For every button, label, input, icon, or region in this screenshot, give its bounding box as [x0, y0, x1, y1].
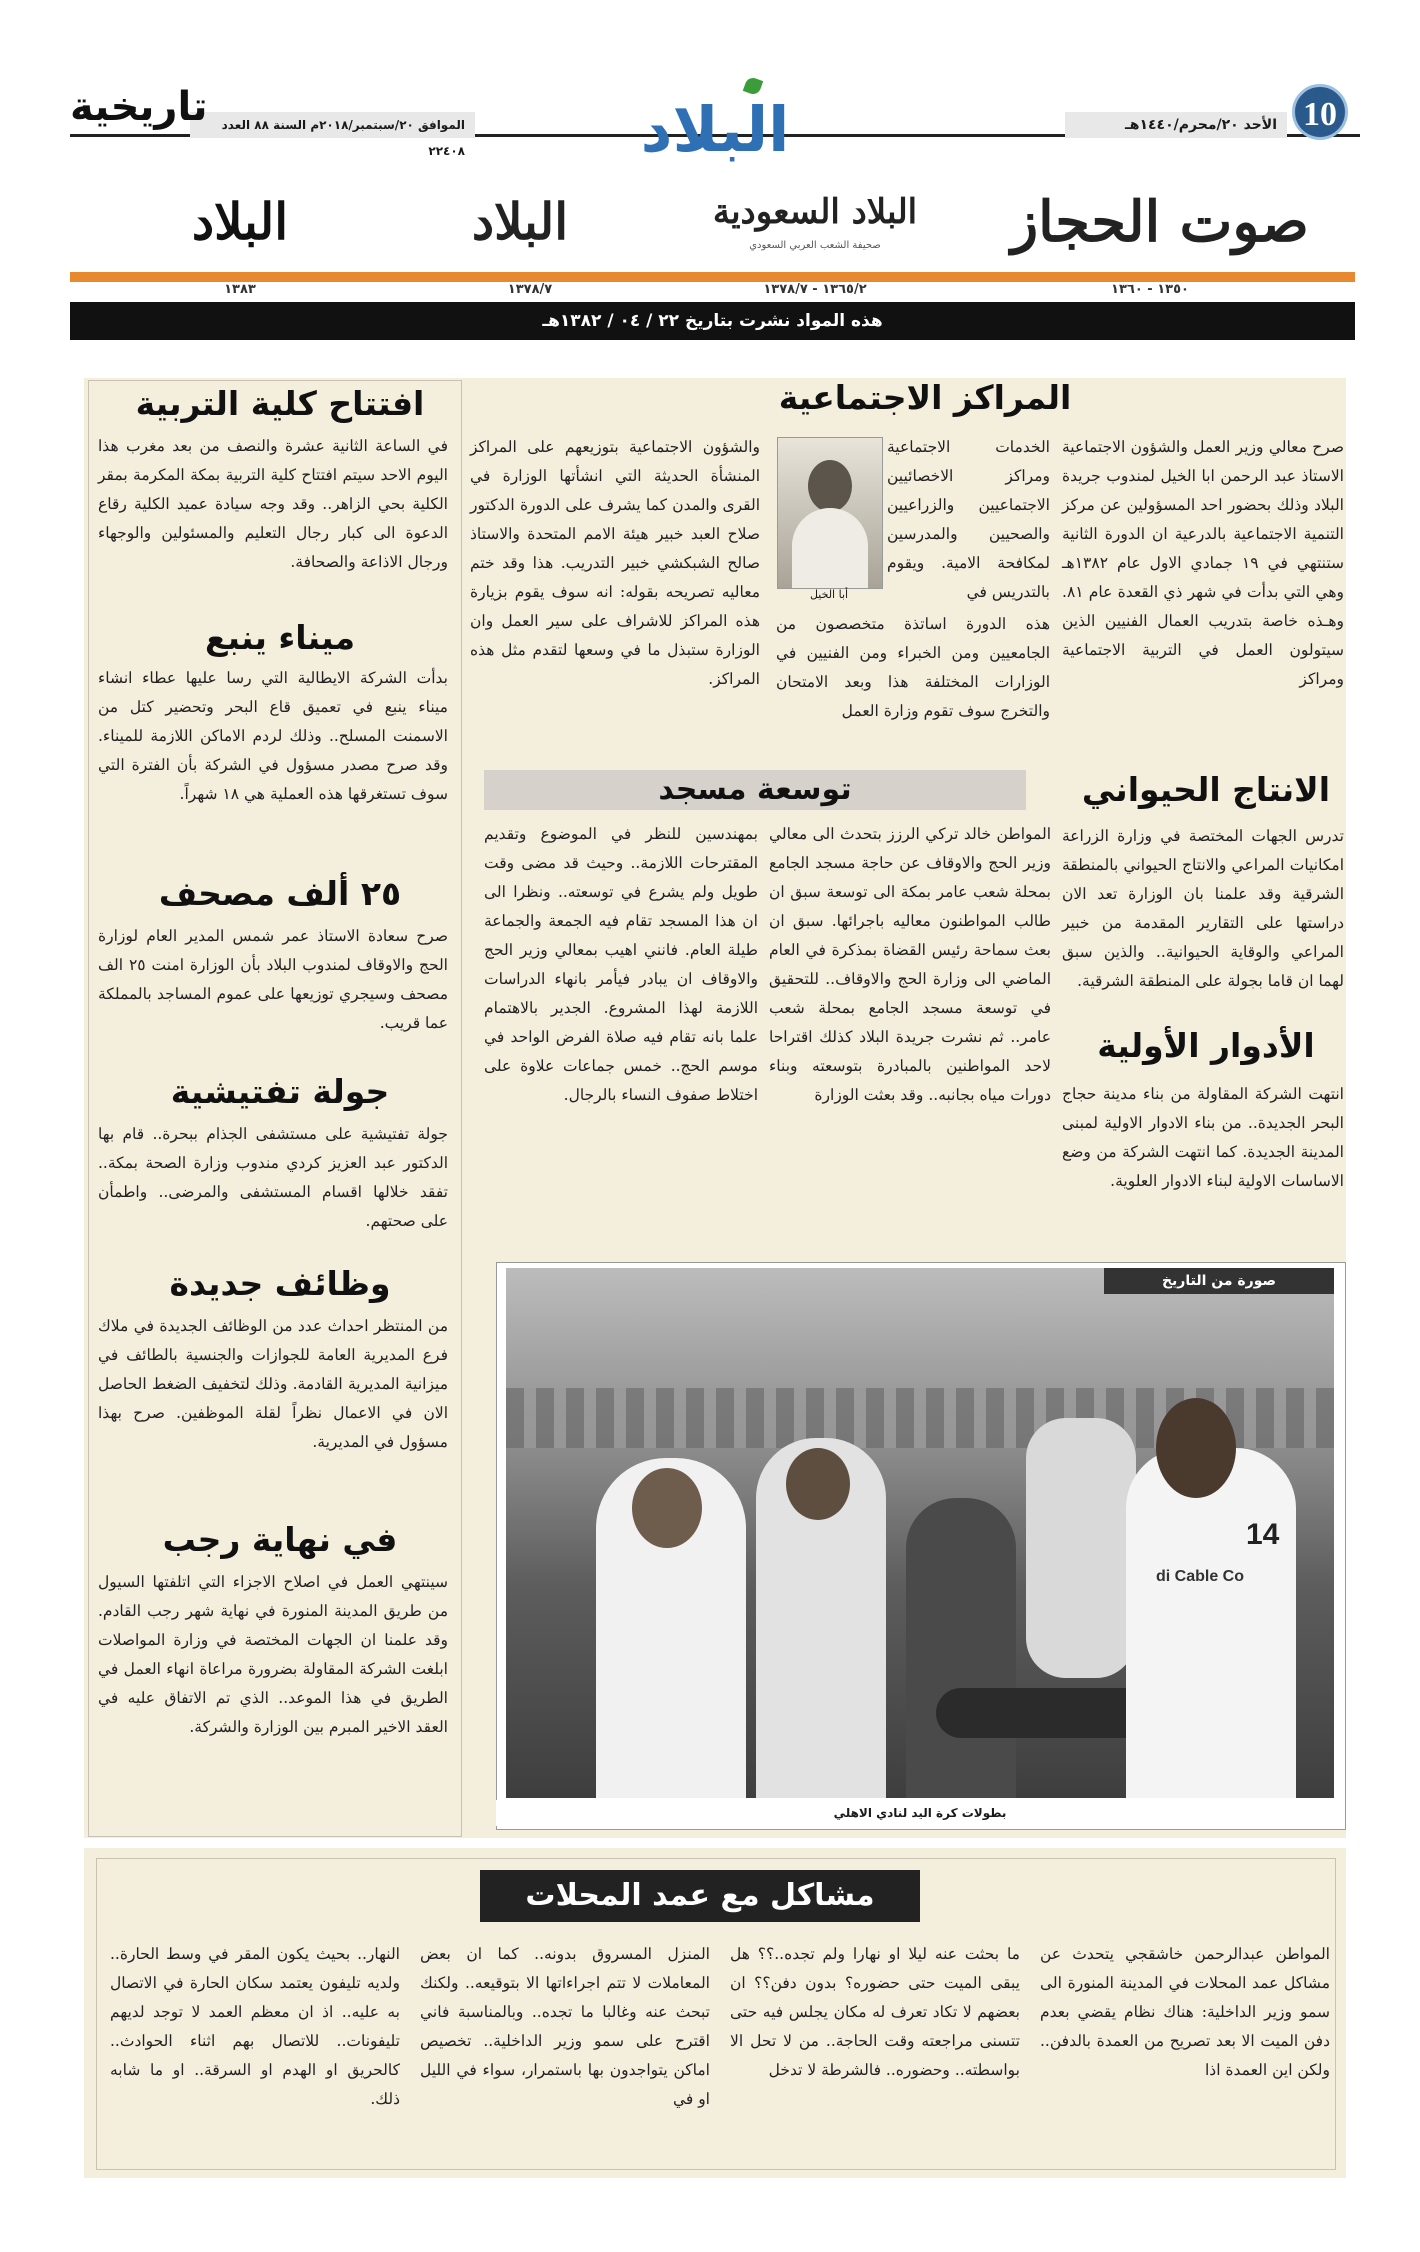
rajab-text: سينتهي العمل في اصلاح الاجزاء التي اتلفتها السيول من طريق المدينة المنورة في نهاية شهر رجب القادم. وقد علمنا ان الجهات المختصة في وزارة المواصلات ابلغت الشركة المقاولة بضرورة مراعاة انهاء العمل في الطريق في هذا الموعد.. الذي تم الاتفاق عليه في العقد الاخير المبرم بين الوزارة والشركة.	[98, 1573, 448, 1736]
player-figure	[1126, 1448, 1296, 1798]
masthead-title-2: البلاد السعودية	[712, 192, 918, 232]
publication-date-bar: هذه المواد نشرت بتاريخ ٢٢ / ٠٤ / ١٣٨٢هـ	[70, 302, 1355, 340]
photo-label: صورة من التاريخ	[1104, 1268, 1334, 1294]
masthead-years-3: ١٣٧٨/٧	[507, 282, 553, 297]
jersey-sponsor: di Cable Co	[1156, 1568, 1245, 1585]
centers-column-3: والشؤون الاجتماعية بتوزيعهم على المراكز المنشأة الحديثة التي انشأتها الوزارة في القرى والمدن كما يشرف على الدورة الدكتور صلاح العبد خبير هيئة الامم المتحدة والاستاذ صالح الشبكشي خبير التدريب. هذا وقد ختم معاليه تصريحه بقوله: انه سوف يقوم بزيارة هذه المراكز للاشراف على سير العمل وان الوزارة ستبذل ما في وسعها لتقدم مثل هذه المراكز.	[470, 438, 760, 688]
masthead-title-4: البلاد	[191, 192, 289, 251]
mayors-column-2: ما بحثت عنه ليلا او نهارا ولم تجده..؟؟ هل يبقى الميت حتى حضوره؟ بدون دفن؟؟ ان بعضهم لا تكاد تعرف له مكان يجلس فيه حتى تتسنى مراجعته وقت الحاجة.. من لا تحل الا بواسطته.. وحضوره.. فالشرطة لا تدخل	[730, 1945, 1020, 2079]
page-number: 10	[1292, 84, 1348, 140]
quran-title: ٢٥ ألف مصحف	[158, 874, 402, 913]
masthead-orange-band	[70, 272, 1355, 282]
livestock-title: الانتاج الحيواني	[1081, 770, 1331, 809]
portrait-photo	[777, 437, 883, 589]
portrait-caption: أبا الخيل	[809, 588, 849, 601]
centers-title: المراكز الاجتماعية	[778, 378, 1072, 417]
centers-column-2b: هذه الدورة اساتذة متخصصون من الجامعيين ومن الخبراء ومن الفنيين في الوزارات المختلفة هذا وبعد الامتحان والتخرج سوف تقوم وزارة العمل	[776, 615, 1050, 720]
tour-title: جولة تفتيشية	[170, 1072, 390, 1111]
mayors-column-3: المنزل المسروق بدونه.. كما ان بعض المعاملات لا تتم اجراءاتها الا بتوقيعه.. ولكنك تبحث عنه وغالبا ما تجده.. وبالمناسبة فاني اقترح على سمو وزير الداخلية.. تخصيص اماكن يتواجدون بها باستمرار، سواء في الليل او في	[420, 1945, 710, 2108]
masthead-title-1: صوت الحجاز	[1011, 189, 1309, 255]
historic-photo	[506, 1268, 1334, 1798]
education-text: في الساعة الثانية عشرة والنصف من بعد مغرب هذا اليوم الاحد سيتم افتتاح كلية التربية بمكة المكرمة بمقر الكلية بحي الزاهر.. وقد وجه سيادة عميد الكلية رقاع الدعوة الى كبار رجال التعليم والمسئولين والوجهاء ورجال الاذاعة والصحافة.	[98, 437, 448, 571]
background-figure	[906, 1498, 1016, 1798]
masthead-title-3: البلاد	[471, 192, 569, 251]
gregorian-date: الموافق ٢٠/سبتمبر/٢٠١٨م السنة ٨٨ العدد ٢٢٤٠٨	[190, 112, 475, 138]
mosque-column-2: بمهندسين للنظر في الموضوع وتقديم المقترحات اللازمة.. وحيث قد مضى وقت طويل ولم يشرع في توسعته.. ونظرا الى ان هذا المسجد تقام فيه الجمعة والجماعة طيلة العام. فانني اهيب بمعالي وزير الحج والاوقاف ان يبادر فيأمر بانهاء الدراسات اللازمة لهذا المشروع. الجدير بالاهتمام علما بانه تقام فيه صلاة الفرض الواحد في موسم الحج.. خمس جماعات علاوة على اختلاط صفوف النساء بالرجال.	[484, 825, 758, 1104]
portrait-body	[792, 508, 868, 588]
yanbu-text: بدأت الشركة الايطالية التي رسا عليها عطاء انشاء ميناء ينبع في تعميق قاع البحر وتحضير كتل من الاسمنت المسلح.. وذلك لردم الاماكن اللازمة للميناء. وقد صرح مصدر مسؤول في الشركة بأن الفترة التي سوف تستغرقها هذه العملية هي ١٨ شهراً.	[98, 669, 448, 803]
portrait-head	[808, 460, 852, 512]
jobs-text: من المنتظر احداث عدد من الوظائف الجديدة في ملاك فرع المديرية العامة للجوازات والجنسية بالطائف في ميزانية المديرية القادمة. وذلك لتخفيف الضغط الحاصل الان في الاعمال نظراً لقلة الموظفين. صرح بهذا مسؤول في المديرية.	[98, 1317, 448, 1451]
official-face-middle	[786, 1448, 850, 1520]
jersey-number: 14	[1246, 1518, 1280, 1551]
yanbu-title: ميناء ينبع	[205, 618, 355, 657]
mosque-title: توسعة مسجد	[658, 772, 852, 807]
mayors-column-1: المواطن عبدالرحمن خاشقجي يتحدث عن مشاكل عمد المحلات في المدينة المنورة الى سمو وزير الداخلية: هناك نظام يقضي بعدم دفن الميت الا بعد تصريح من العمدة بالدفن.. ولكن اين العمدة اذا	[1040, 1945, 1330, 2079]
masthead-years-2: ١٣٦٥/٢ - ١٣٧٨/٧	[763, 282, 867, 297]
hijri-date: الأحد ٢٠/محرم/١٤٤٠هـ	[1065, 112, 1287, 138]
roles-text: انتهت الشركة المقاولة من بناء مدينة حجاج البحر الجديدة.. من بناء الادوار الاولية لمبنى المدينة الجديدة. كما انتهت الشركة من وضع الاساسات الاولية لبناء الادوار العلوية.	[1062, 1085, 1344, 1190]
mayors-column-4: النهار.. بحيث يكون المقر في وسط الحارة.. ولديه تليفون يعتمد سكان الحارة في الاتصال به عليه.. اذ ان معظم العمد لا توجد لديهم تليفونات.. للاتصال بهم اثناء الحوادث.. كالحريق او الهدم او السرقة.. او ما شابه ذلك.	[110, 1945, 400, 2108]
trophy	[1026, 1418, 1136, 1678]
masthead-subtitle-2: صحيفة الشعب العربي السعودي	[749, 240, 881, 251]
education-title: افتتاح كلية التربية	[135, 384, 425, 423]
centers-column-2a: الخدمات الاجتماعية ومراكز الاخصائيين الاجتماعيين والزراعيين والصحيين والمدرسين لمكافحة الامية. ويقوم بالتدريس في	[887, 438, 1050, 601]
masthead-years-4: ١٣٨٣	[224, 282, 256, 297]
mosque-column-1: المواطن خالد تركي الرزز بتحدث الى معالي وزير الحج والاوقاف عن حاجة مسجد الجامع بمحلة شعب عامر بمكة الى توسعة سبق ان طالب المواطنون معاليه باجرائها. سبق ان بعث سماحة رئيس القضاة بمذكرة في العام الماضي الى وزارة الحج والاوقاف.. للتحقيق في توسعة مسجد الجامع بمحلة شعب عامر.. ثم نشرت جريدة البلاد كذلك اقتراحا لاحد المواطنين بالمبادرة بتوسعته وبناء دورات مياه بجانبه.. وقد بعثت الوزارة	[769, 825, 1051, 1104]
newspaper-logo: البلاد	[640, 93, 790, 166]
official-face-left	[632, 1468, 702, 1548]
centers-column-1: صرح معالي وزير العمل والشؤون الاجتماعية الاستاذ عبد الرحمن ابا الخيل لمندوب جريدة البلاد وذلك بحضور احد المسؤولين عن مركز التنمية الاجتماعية بالدرعية ان الدورة الثانية ستنتهي في ١٩ جمادي الاول عام ١٣٨٢هـ وهي التي بدأت في شهر ذي القعدة عام ٨١. وهـذه خاصة بتدريب العمال الفنيين الذين سيتولون العمل في التربية الاجتماعية ومراكز	[1062, 438, 1345, 688]
masthead-years-1: ١٣٥٠ - ١٣٦٠	[1111, 282, 1189, 297]
quran-text: صرح سعادة الاستاذ عمر شمس المدير العام لوزارة الحج والاوقاف لمندوب البلاد بأن الوزارة امنت ٢٥ الف مصحف وسيجري توزيعها على عموم المساجد بالمملكة عما قريب.	[98, 927, 448, 1032]
player-face	[1156, 1398, 1236, 1498]
rajab-title: في نهاية رجب	[162, 1520, 398, 1559]
livestock-text: تدرس الجهات المختصة في وزارة الزراعة امكانيات المراعي والانتاج الحيواني بالمنطقة الشرقية وقد علمنا بان الوزارة تعد الان دراستها على التقارير المقدمة من خبير المراعي والوقاية الحيوانية.. والذين سبق لهما ان قاما بجولة على المنطقة الشرقية.	[1062, 827, 1344, 990]
jobs-title: وظائف جديدة	[169, 1264, 391, 1303]
roles-title: الأدوار الأولية	[1097, 1026, 1315, 1065]
section-title: تاريخية	[70, 84, 208, 130]
mayors-title: مشاكل مع عمد المحلات	[480, 1870, 920, 1922]
tour-text: جولة تفتيشية على مستشفى الجذام ببحرة.. قام بها الدكتور عبد العزيز كردي مندوب وزارة الصحة بمكة.. تفقد خلالها اقسام المستشفى والمرضى.. واطمأن على صحتهم.	[98, 1125, 448, 1230]
photo-caption: بطولات كرة اليد لنادي الاهلي	[496, 1800, 1344, 1826]
